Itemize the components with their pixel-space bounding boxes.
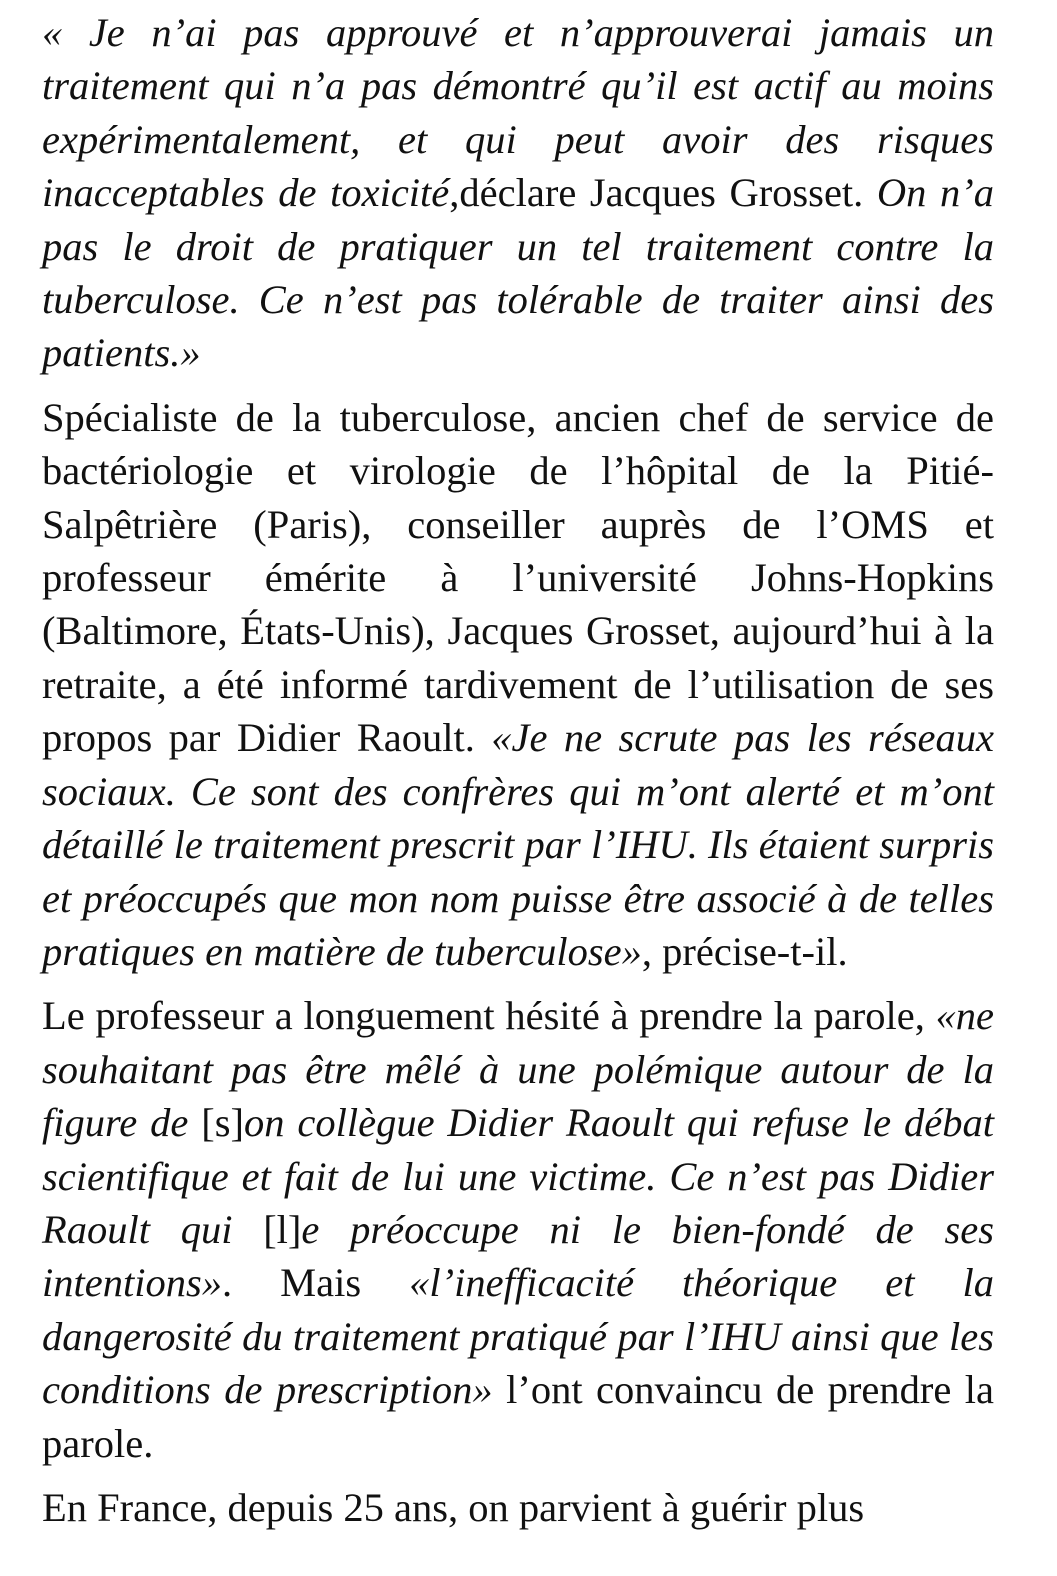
text-run: « Je n’ai pas approuvé et n’approuverai jamais un traitement qui n’a pas démontré qu’il est actif au moins expérimentalement, et qui peut avoir des risques inacceptables de toxicité (42, 10, 994, 216)
text-run: «l’inefficacité théorique et la dangerosité du traitement pratiqué par l’IHU ainsi que les conditions de prescription» (42, 1260, 995, 1413)
text-run: «Je ne scrute pas les réseaux sociaux. Ce sont des confrères qui m’ont alerté et m’ont détaillé le traitement prescrit par l’IHU. Ils étaient surpris et préoccupés que mon nom puisse être associé à de telles pratiques en matière de tuberculose» (42, 715, 995, 974)
text-run: [s] (201, 1100, 244, 1146)
text-run: Spécialiste de la tuberculose, ancien chef de service de bactériologie et virologie de l’hôpital de la Pitié-Salpêtrière (Paris), conseiller auprès de l’OMS et professeur émérite à l’université Johns-Hopkins (Baltimore, États-Unis), Jacques Grosset, aujourd’hui à la retraite, a été informé tardivement de l’utilisation de ses propos par Didier Raoult. (42, 394, 994, 761)
text-run: On n’a pas le droit de pratiquer un tel traitement contre la tuberculose. Ce n’est pas tolérable de traiter ainsi des patients.» (42, 170, 994, 376)
text-run: ,déclare Jacques Grosset. (449, 170, 877, 216)
paragraph-biography (42, 391, 994, 978)
paragraph-hesitation (42, 989, 994, 1470)
text-run: e préoccupe ni le bien-fondé de ses intentions» (42, 1206, 994, 1306)
text-run: , précise-t-il. (641, 928, 848, 974)
text-run: l’ont convaincu de prendre la parole. (42, 1367, 994, 1466)
paragraph-quote-grosset (42, 6, 994, 380)
text-run: En France, depuis 25 ans, on parvient à guérir plus (42, 1484, 865, 1530)
text-run: on collègue Didier Raoult qui refuse le débat scientifique et fait de lui une victime. Ce n’est pas Didier Raoult qui (42, 1100, 994, 1252)
paragraph-france-cut-off (42, 1481, 994, 1534)
article-body (42, 6, 994, 1545)
text-run: . Mais (222, 1260, 410, 1306)
text-run: Le professeur a longuement hésité à prendre la parole, (42, 993, 936, 1039)
text-run: «ne souhaitant pas être mêlé à une polémique autour de la figure de (42, 993, 994, 1146)
text-run: [l] (263, 1206, 302, 1252)
